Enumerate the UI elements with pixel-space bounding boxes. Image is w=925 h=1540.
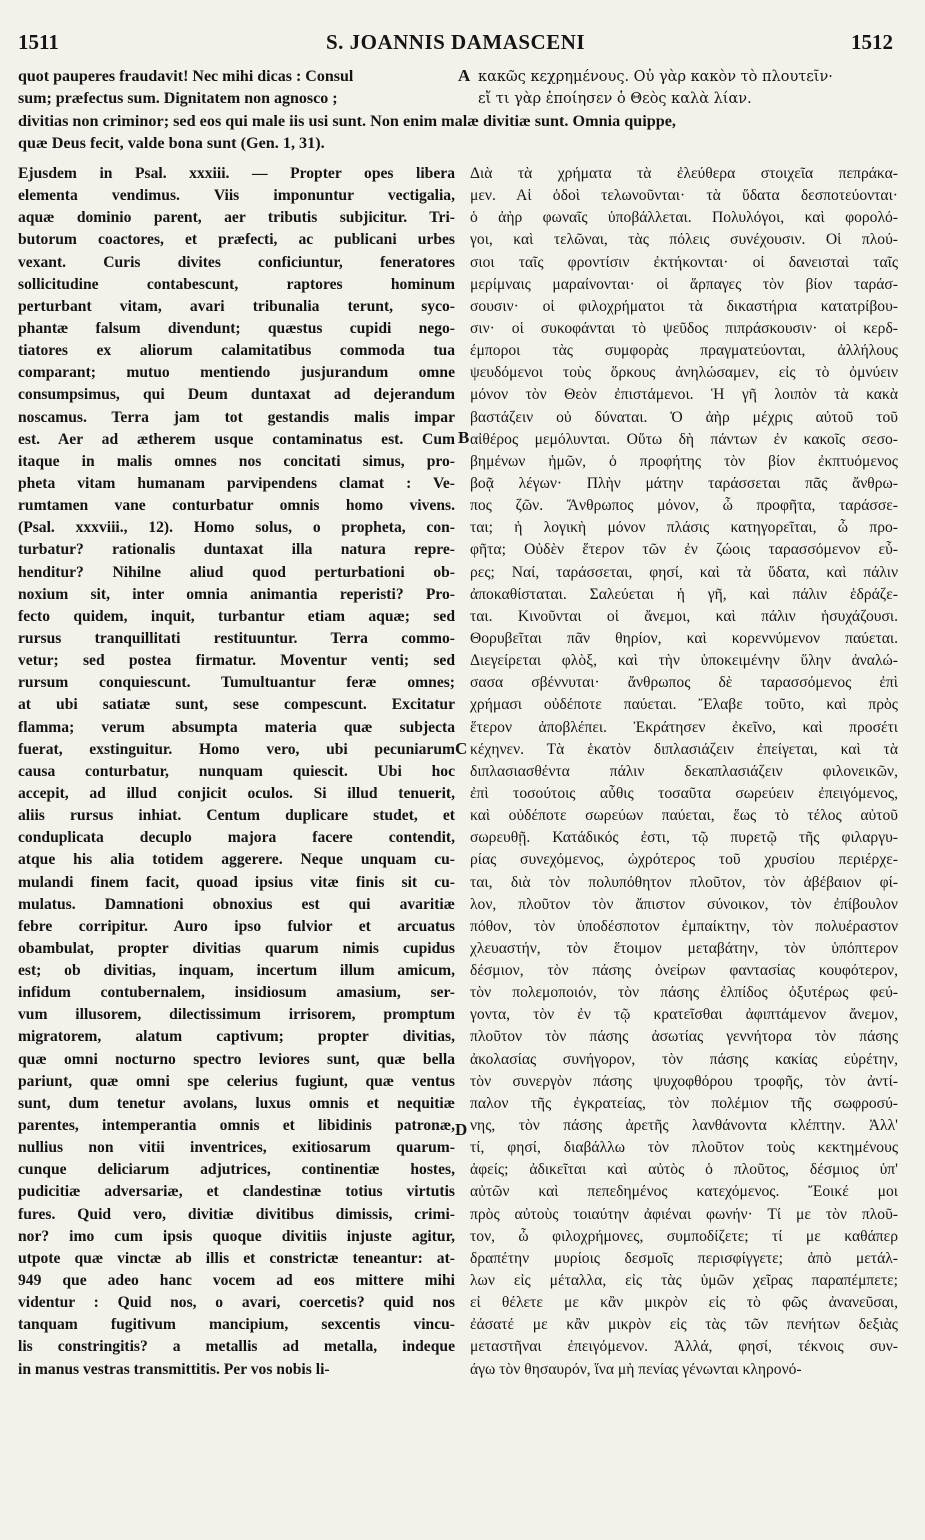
greek-column — [470, 163, 898, 1381]
latin-line: pheta vitam humanam parvipendens clamat : Ve- — [18, 474, 455, 492]
greek-line: ἀφείς; ἀδικεῖται καὶ αὐτὸς ὁ πλοῦτος, δέσμιος ὑπ' — [470, 1161, 898, 1179]
greek-line: μερίμναις μαραίνονται· οἱ ἅρπαγες τὸν βίον ταράσ- — [470, 275, 898, 293]
greek-line: χρήμασι οὐδέποτε παύεται. Ἔλαβε τοῦτο, καὶ πρὸς — [470, 696, 898, 714]
greek-line: νης, τὸν πάσης ἀρετῆς λανθάνοντα κλέπτην. Ἀλλ' — [470, 1117, 898, 1135]
latin-line: fures. Quid vero, divitiæ divitibus dimissis, crimi- — [18, 1205, 455, 1223]
latin-line: elementa vendimus. Viis imponuntur vectigalia, — [18, 187, 455, 205]
latin-line: febre corripitur. Auro ipso fulvior et arcuatus — [18, 917, 455, 935]
latin-line: turbatur? rationalis duntaxat illa natura repre- — [18, 541, 455, 559]
top-greek-line-1: κακῶς κεχρημένους. Οὐ γὰρ κακὸν τὸ πλουτεῖν· — [478, 69, 833, 85]
latin-line: flamma; verum absumpta materia quæ subjecta — [18, 718, 455, 736]
page-number-right: 1512 — [851, 30, 893, 54]
greek-line: μόνον τὸν Θεὸν ἐπιστάμενοι. Ἡ γῆ λοιπὸν τὰ κακὰ — [470, 386, 898, 404]
running-title: S. JOANNIS DAMASCENI — [325, 30, 586, 54]
latin-line: phantæ falsum divendunt; quæstus cupidi nego- — [18, 319, 455, 337]
greek-line: δραπέτην μυρίοις δεσμοῖς περισφίγγετε; ἀπὸ μετάλ- — [470, 1249, 898, 1267]
latin-line: butorum coactores, et præfecti, ac publicani urbes — [18, 231, 455, 249]
latin-line: itaque in malis omnes nos concitati simus, pro- — [18, 452, 455, 470]
greek-line: σωρευθῇ. Κατάδικός ἐστι, τῷ πυρετῷ τῆς φιλαργυ- — [470, 829, 898, 847]
top-full-line-4: quæ Deus fecit, valde bona sunt (Gen. 1, 31). — [18, 134, 325, 152]
latin-line: in manus vestras transmittitis. Per vos nobis li- — [18, 1360, 330, 1378]
latin-line: perturbant vitam, avari tribunalia terunt, syco- — [18, 297, 455, 315]
greek-line: πρὸς αὐτοὺς τοιαύτην ἀφιέναι φωνήν· Τί με τὸν πλοῦ- — [470, 1205, 898, 1223]
latin-line: consumpsimus, qui Deum duntaxat ad dejerandum — [18, 386, 455, 404]
latin-line: rursum conquiescunt. Tumultuantur feræ omnes; — [18, 674, 455, 692]
greek-line: αὐτῶν καὶ πεπεδημένος κατεχόμενος. Ἔοικέ μοι — [470, 1183, 898, 1201]
latin-line: aquæ dominio parent, aer tributis subjicitur. Tri- — [18, 209, 455, 227]
greek-line: λων εἰς μέταλλα, εἰς τὰς ὑμῶν χεῖρας παραπέμπετε; — [470, 1272, 898, 1290]
greek-line: ται; ἡ λογικὴ μόνον πλάσις κατηγορεῖται, ὦ προ- — [470, 519, 898, 537]
latin-line: parentes, intemperantia omnis et libidinis patronæ, — [18, 1117, 455, 1135]
greek-line: ἀκολασίας συνήγορον, τὸν πάσης κακίας εὑρέτην, — [470, 1050, 898, 1068]
latin-line: cunque deliciarum adjutrices, continentiæ hostes, — [18, 1161, 455, 1179]
latin-line: fecto quidem, inquit, turbantur etiam aquæ; sed — [18, 607, 455, 625]
top-greek-line-2: εἴ τι γὰρ ἐποίησεν ὁ Θεὸς καλὰ λίαν. — [478, 91, 752, 107]
greek-line: σιοι ταῖς φροντίσιν ἐκτήκονται· οἱ δανεισταὶ ταῖς — [470, 253, 898, 271]
latin-line: tiatores ex aliorum calamitatibus commoda tua — [18, 342, 455, 360]
greek-line: ἐπὶ τοσούτοις αὖθις τοσαῦτα σωρεύειν ἐπειγόμενος, — [470, 784, 898, 802]
latin-line: henditur? Nihilne aliud quod perturbationi ob- — [18, 563, 455, 581]
greek-line: βαστάζειν οὐ δύναται. Ὁ ἀὴρ μέχρις αὐτοῦ τοῦ — [470, 408, 898, 426]
latin-line: quæ omni nocturno spectro leviores sunt, quæ bella — [18, 1050, 455, 1068]
latin-line: mulandi finem facit, quoad ipsius vitæ finis sit cu- — [18, 873, 455, 891]
greek-line: άγω τὸν θησαυρόν, ἵνα μὴ πενίας γένωνται κληρονό- — [470, 1360, 802, 1378]
greek-line: ὁ ἀὴρ φωναῖς ὑποβάλλεται. Πολυλόγοι, καὶ φορολό- — [470, 209, 898, 227]
greek-line: γοι, καὶ τελῶναι, τὰς πόλεις συνέχουσιν. Οἱ πλού- — [470, 231, 898, 249]
greek-line: φῆτα; Οὐδὲν ἕτερον τῶν ἐν ζώοις ταρασσόμενον εὗ- — [470, 541, 898, 559]
greek-line: πος ζῶν. Ἄνθρωπος μόνον, ὦ προφῆτα, ταράσσε- — [470, 497, 898, 515]
latin-line: obambulat, propter divitias quarum nimis cupidus — [18, 939, 455, 957]
latin-line: tanquam fugitivum mancipium, sexcentis vincu- — [18, 1316, 455, 1334]
greek-line: βημένων ἡμῶν, ὁ προφήτης τὸν βίον ἐκπτυόμενος — [470, 452, 898, 470]
greek-line: ται, διὰ τὸν πολυπόθητον πλοῦτον, τὸν ἀβέβαιον φί- — [470, 873, 898, 891]
latin-line: 949 que adeo hanc vocem ad eos mittere mihi — [18, 1272, 455, 1290]
greek-line: λον, πλοῦτον τὸν ἄπιστον σύνοικον, τὸν ἐπίβουλον — [470, 895, 898, 913]
latin-line: infidum contubernalem, insidiosum amasium, ser- — [18, 984, 455, 1002]
greek-line: πόθον, τὸν ὑποδέσποτον ἐμπαίκτην, τὸν πολυέραστον — [470, 917, 898, 935]
latin-line: rursus tranquillitati restituuntur. Terra commo- — [18, 629, 455, 647]
latin-column — [18, 163, 455, 1381]
greek-line: δέσμιον, τὸν πάσης ὀνείρων φαντασίας κουφότερον, — [470, 962, 898, 980]
greek-line: ρίας συνεχόμενος, ὠχρότερος τοῦ χρυσίου περιέρχε- — [470, 851, 898, 869]
greek-line: Διὰ τὰ χρήματα τὰ ἐλεύθερα στοιχεῖα πεπράκα- — [470, 165, 898, 182]
latin-line: sollicitudine contabescunt, raptores hominum — [18, 275, 455, 293]
greek-line: πλοῦτον τὸν πάσης ἀσωτίας γεννήτορα τὸν πάσης — [470, 1028, 898, 1046]
latin-line: migratorem, alatum captivum; propter divitias, — [18, 1028, 455, 1046]
latin-line: pariunt, quæ omni spe celerius fugiunt, quæ ventus — [18, 1072, 455, 1090]
latin-line: utpote quæ vinctæ ab illis et constrictæ teneantur: at- — [18, 1249, 455, 1267]
latin-line: lis constringitis? a metallis ad metalla, indeque — [18, 1338, 455, 1356]
latin-line: nor? imo cum ipsis quoque divitiis injuste agitur, — [18, 1227, 455, 1245]
latin-line: pudicitiæ adversariæ, et clandestinæ totius virtutis — [18, 1183, 455, 1201]
latin-line: vexant. Curis divites conficiuntur, feneratores — [18, 253, 455, 271]
greek-line: κέχηνεν. Τὰ ἑκατὸν διπλασιάζειν ἐπείγεται, καὶ τὰ — [470, 740, 898, 758]
latin-line: sunt, dum tenetur avolans, luxus omnis et nequitiæ — [18, 1094, 455, 1112]
latin-line: conduplicata decuplo majora facere contendit, — [18, 829, 455, 847]
greek-line: ἐάσατέ με κἂν μικρὸν εἰς τὰς τῶν πενήτων δεξιὰς — [470, 1316, 898, 1334]
greek-line: χλευαστήν, τὸν ἕτοιμον μεταβάτην, τὸν ὑπόπτερον — [470, 939, 898, 957]
greek-line: τὸν πολεμοποιόν, τὸν πάσης ἐλπίδος ὀξυτέρως φεύ- — [470, 984, 898, 1002]
greek-line: μεν. Αἱ ὁδοὶ τελωνοῦνται· τὰ ὕδατα δεσποτεύονται· — [470, 187, 898, 205]
latin-line: comparant; mutuo mentiendo jusjurandum omne — [18, 364, 455, 382]
top-full-line-3: divitias non criminor; sed eos qui male iis usi sunt. Non enim malæ divitiæ sunt. Omnia quippe, — [18, 112, 676, 130]
latin-line: noxium sit, inter omnia animantia reperisti? Pro- — [18, 585, 455, 603]
top-latin-line-1: quot pauperes fraudavit! Nec mihi dicas : Consul — [18, 68, 354, 85]
greek-line: παλον τῆς ἐγκρατείας, τὸν πολέμιον τῆς σωφροσύ- — [470, 1094, 898, 1112]
latin-line: accepit, ad illud conjicit oculos. Si illud tenuerit, — [18, 784, 455, 802]
latin-line: causa conturbatur, nunquam quiescit. Ubi hoc — [18, 762, 455, 780]
latin-line: Ejusdem in Psal. xxxiii. — Propter opes libera — [18, 165, 455, 182]
latin-line: est; ob divitias, inquam, incertum illum amicum, — [18, 962, 455, 980]
page-number-left: 1511 — [18, 30, 59, 54]
greek-line: ρες; Ναί, ταράσσεται, φησί, καὶ τὰ ὕδατα, καὶ πάλιν — [470, 563, 898, 581]
greek-line: έμποροι τὰς συμφορὰς πραγματεύονται, ἀλλήλους — [470, 342, 898, 360]
latin-line: at ubi satiatæ sunt, sese compescunt. Excitatur — [18, 696, 455, 714]
page-header — [18, 30, 893, 60]
greek-line: Διεγείρεται φλὸξ, καὶ τὴν ὑποκειμένην ὕλην ἀναλώ- — [470, 652, 898, 670]
latin-line: (Psal. xxxviii., 12). Homo solus, o propheta, con- — [18, 519, 455, 537]
latin-line: est. Aer ad ætherem usque contaminatus est. Cum — [18, 430, 455, 448]
greek-line: σιν· οἱ συκοφάνται τὸ ψεῦδος πιπράσκουσιν· οἱ κερδ- — [470, 319, 898, 337]
latin-line: nullius non vitii inventrices, exitiosarum quarum- — [18, 1139, 455, 1157]
margin-marker-c: C — [455, 739, 468, 758]
greek-line: τον, ὦ φιλοχρήμονες, συμποδίζετε; τί με καθάπερ — [470, 1227, 898, 1245]
latin-line: atque his alia totidem aggerere. Neque unquam cu- — [18, 851, 455, 869]
greek-line: καὶ οὐδέποτε σωρεύων παύεται, ἕως τὸ τέλος αὐτοῦ — [470, 807, 898, 825]
margin-marker-b: B — [458, 428, 470, 447]
latin-line: noscamus. Terra jam tot gestandis malis impar — [18, 408, 455, 426]
greek-line: αἰθέρος μεμόλυνται. Οὕτω δὴ πάντων ἐν κακοῖς σεσο- — [470, 430, 898, 448]
latin-line: vum illusorem, dilectissimum irrisorem, promptum — [18, 1006, 455, 1024]
latin-line: fuerat, exstinguitur. Homo vero, ubi pecuniarum — [18, 740, 455, 758]
greek-line: εἰ θέλετε με κἂν μικρὸν εἰς τὸ φῶς ἀνανεῦσαι, — [470, 1294, 898, 1312]
greek-line: διπλασιασθέντα πάλιν δεκαπλασιάζειν φιλονεικῶν, — [470, 762, 898, 780]
greek-line: σουσιν· οἱ φιλοχρήματοι τὰ δικαστήρια κατατρίβου- — [470, 297, 898, 315]
greek-line: γοντα, τὸν ἐν τῷ κρατεῖσθαι ἀφιπτάμενον ἄνεμον, — [470, 1006, 898, 1024]
greek-line: Θορυβεῖται πᾶν θηρίον, καὶ κορεννύμενον παύεται. — [470, 629, 898, 647]
greek-line: μεταστῆναι ἐπειγόμενον. Ἀλλά, φησί, τέκνοις συν- — [470, 1338, 898, 1356]
latin-line: mulatus. Damnationi obnoxius est qui avaritiæ — [18, 895, 455, 913]
latin-line: rumtamen vane conturbatur omnis homo vivens. — [18, 497, 455, 515]
latin-line: aliis rursus inhiat. Centum duplicare studet, et — [18, 807, 455, 825]
margin-marker-d: D — [455, 1120, 468, 1139]
greek-line: ἕτερον ἀποβλέπει. Ἐκράτησεν ἐκεῖνο, καὶ προσέτι — [470, 718, 898, 736]
greek-line: ἀποκαθίσταται. Σαλεύεται ἡ γῆ, καὶ πάλιν ἑδράζε- — [470, 585, 898, 603]
latin-line: vetur; sed postea firmatur. Moventur venti; sed — [18, 652, 455, 670]
greek-line: τί, φησί, διαβάλλω τὸν πλοῦτον τοὺς κεκτημένους — [470, 1139, 898, 1157]
greek-line: βοᾷ λέγων· Πλὴν μάτην ταράσσεται πᾶς ἄνθρω- — [470, 474, 898, 492]
greek-line: σασα σβέννυται· ἄνθρωπος δὲ ταρασσόμενος ἐπὶ — [470, 674, 898, 692]
latin-line: videntur : Quid nos, o avari, coercetis? quid nos — [18, 1294, 455, 1312]
greek-line: ται. Κινοῦνται οἱ ἄνεμοι, καὶ πάλιν ἡσυχάζουσι. — [470, 607, 898, 625]
greek-line: ψευδόμενοι τοὺς ὅρκους ἀνηλώσαμεν, εἰς τὸ ὀμνύειν — [470, 364, 898, 382]
greek-line: τὸν συνεργὸν πάσης ψυχοφθόρου τροφῆς, τὸν ἀντί- — [470, 1072, 898, 1090]
margin-marker-a: A — [458, 66, 471, 85]
top-latin-line-2: sum; præfectus sum. Dignitatem non agnosco ; — [18, 90, 338, 107]
